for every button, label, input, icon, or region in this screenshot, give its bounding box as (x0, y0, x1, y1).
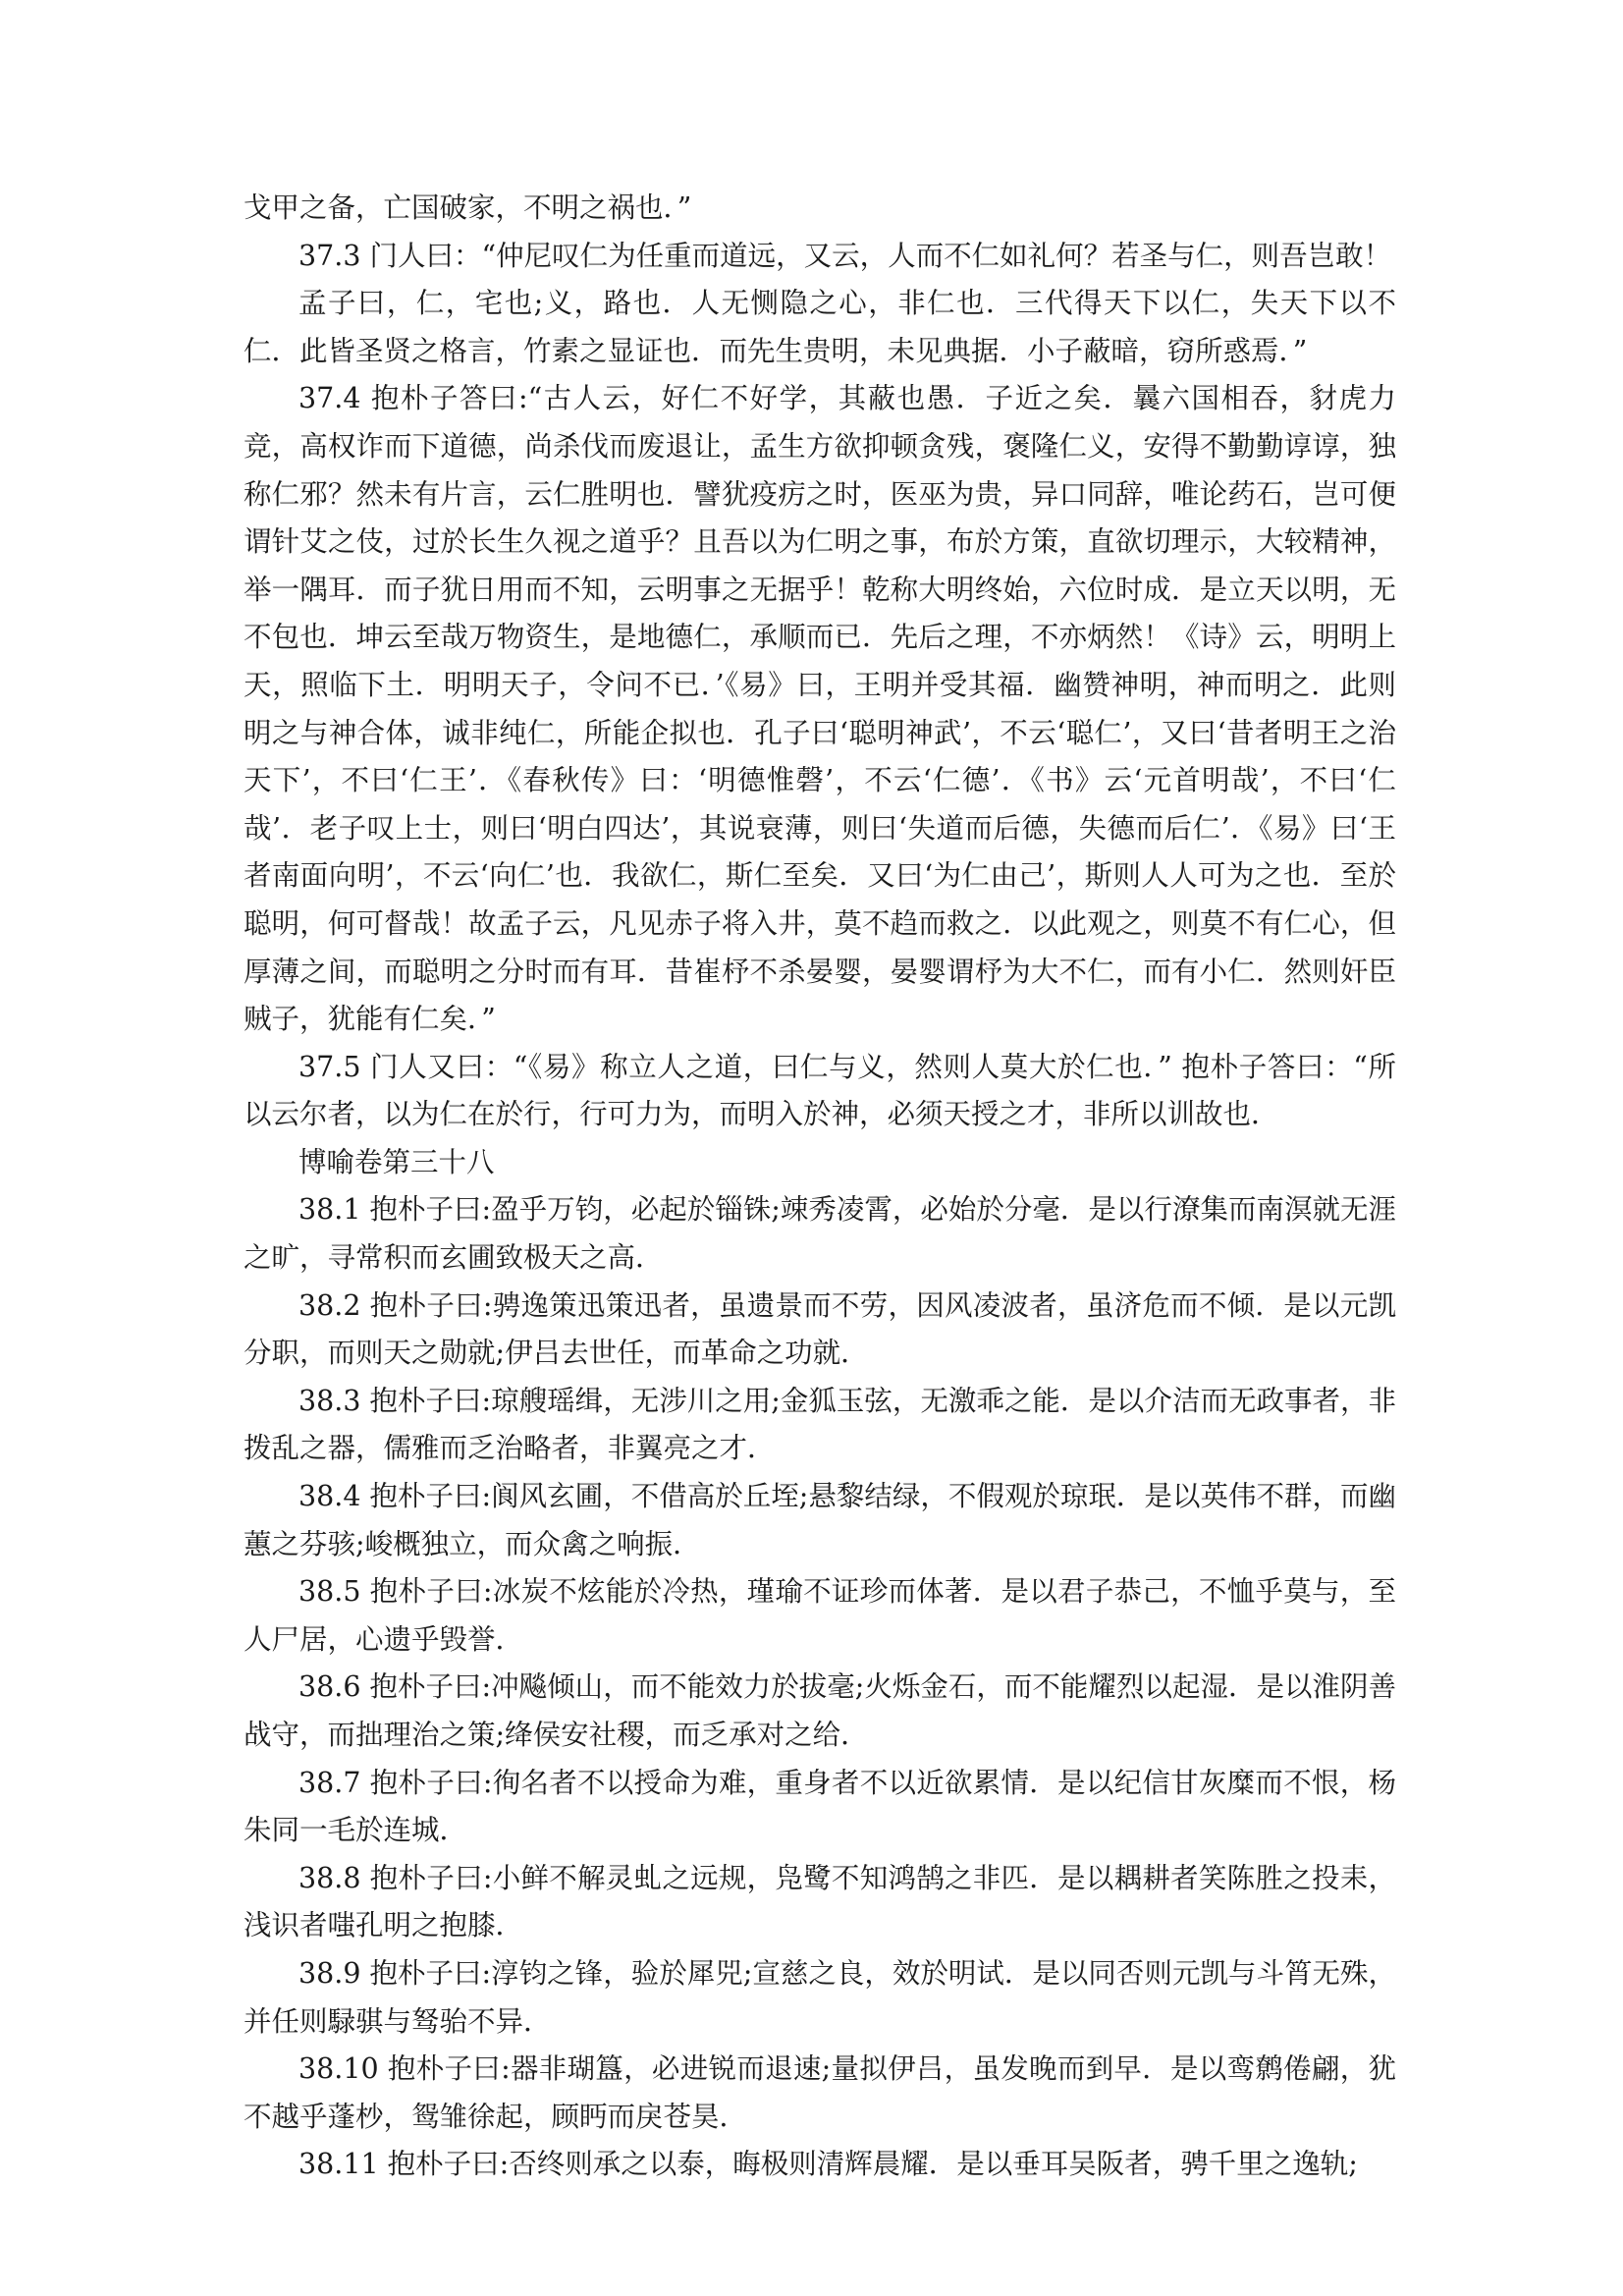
paragraph: 38.9 抱朴子曰:淳钧之锋，验於犀兕;宣慈之良，效於明试．是以同否则元凯与斗筲无殊，并任则騄骐与驽骀不异． (243, 1956, 1396, 2038)
paragraph: 37.3 门人曰：“仲尼叹仁为任重而道远，又云，人而不仁如礼何？若圣与仁，则吾岂敢！ (298, 239, 1392, 272)
paragraph: 38.7 抱朴子曰:徇名者不以授命为难，重身者不以近欲累情．是以纪信甘灰糜而不恨，杨朱同一毛於连城． (243, 1766, 1396, 1847)
document-page (243, 185, 1396, 2189)
paragraph: 38.1 抱朴子曰:盈乎万钧，必起於锱铢;竦秀凌霄，必始於分毫．是以行潦集而南溟就无涯之旷，寻常积而玄圃致极天之高． (243, 1193, 1396, 1275)
paragraph: 38.11 抱朴子曰:否终则承之以泰，晦极则清辉晨耀．是以垂耳吴阪者，骋千里之逸轨; (298, 2148, 1358, 2181)
paragraph: 38.3 抱朴子曰:琼艘瑶缉，无涉川之用;金狐玉弦，无激乖之能．是以介洁而无政事者，非拨乱之器，儒雅而乏治略者，非翼亮之才． (243, 1384, 1396, 1465)
paragraph: 37.4 抱朴子答曰:“古人云，好仁不好学，其蔽也愚．子近之矣．曩六国相吞，豺虎力竞，高权诈而下道德，尚杀伐而废退让，孟生方欲抑顿贪残，褒隆仁义，安得不勤勤谆谆，独称仁邪？然未有片言，云仁胜明也．譬犹疫疠之时，医巫为贵，异口同辞，唯论药石，岂可便谓针艾之伎，过於长生久视之道乎？且吾以为仁明之事，布於方策，直欲切理示，大较精神，举一隅耳．而子犹日用而不知，云明事之无据乎！乾称大明终始，六位时成．是立天以明，无不包也．坤云至哉万物资生，是地德仁，承顺而已．先后之理，不亦炳然！《诗》云，明明上天，照临下土．明明天子，令问不已．’《易》曰，王明并受其福．幽赞神明，神而明之．此则明之与神合体，诚非纯仁，所能企拟也．孔子曰‘聪明神武’，不云‘聪仁’，又曰‘昔者明王之治天下’，不曰‘仁王’．《春秋传》曰：‘明德惟磬’，不云‘仁德’．《书》云‘元首明哉’，不曰‘仁哉’．老子叹上士，则曰‘明白四达’，其说衰薄，则曰‘失道而后德，失德而后仁’．《易》曰‘王者南面向明’，不云‘向仁’也．我欲仁，斯仁至矣．又曰‘为仁由己’，斯则人人可为之也．至於聪明，何可督哉！故孟子云，凡见赤子将入井，莫不趋而救之．以此观之，则莫不有仁心，但厚薄之间，而聪明之分时而有耳．昔崔杼不杀晏婴，晏婴谓杼为大不仁，而有小仁．然则奸臣贼子，犹能有仁矣．” (243, 382, 1396, 1036)
paragraph: 38.10 抱朴子曰:器非瑚簋，必进锐而退速;量拟伊吕，虽发晚而到早．是以鸾鹩倦翩，犹不越乎蓬杪，鸳雏徐起，顾眄而戾苍昊． (243, 2052, 1396, 2133)
paragraph: 38.4 抱朴子曰:阆风玄圃，不借高於丘垤;悬黎结绿，不假观於琼珉．是以英伟不群，而幽蕙之芬骇;峻概独立，而众禽之响振． (243, 1480, 1396, 1560)
paragraph: 38.5 抱朴子曰:冰炭不炫能於冷热，瑾瑜不证珍而体著．是以君子恭己，不恤乎莫与，至人尸居，心遗乎毁誉． (243, 1575, 1396, 1656)
paragraph: 38.6 抱朴子曰:冲飚倾山，而不能效力於拔毫;火烁金石，而不能耀烈以起湿．是以淮阴善战守，而拙理治之策;绛侯安社稷，而乏承对之给． (243, 1670, 1396, 1751)
paragraph: 38.2 抱朴子曰:骋逸策迅策迅者，虽遗景而不劳，因风凌波者，虽济危而不倾．是以元凯分职，而则天之勋就;伊吕去世任，而革命之功就． (243, 1288, 1396, 1370)
paragraph: 戈甲之备，亡国破家，不明之祸也．” (243, 191, 692, 224)
section-heading: 博喻卷第三十八 (298, 1145, 495, 1178)
paragraph: 孟子曰，仁，宅也;义，路也．人无恻隐之心，非仁也．三代得天下以仁，失天下以不仁．此皆圣贤之格言，竹素之显证也．而先生贵明，未见典据．小子蔽暗，窃所惑焉．” (243, 287, 1396, 367)
paragraph: 37.5 门人又曰：“《易》称立人之道，曰仁与义，然则人莫大於仁也．” 抱朴子答曰：“所以云尔者，以为仁在於行，行可力为，而明入於神，必须天授之才，非所以训故也． (243, 1050, 1396, 1131)
paragraph: 38.8 抱朴子曰:小鲜不解灵虬之远规，凫鹭不知鸿鹄之非匹．是以耦耕者笑陈胜之投耒，浅识者嗤孔明之抱膝． (243, 1861, 1396, 1942)
